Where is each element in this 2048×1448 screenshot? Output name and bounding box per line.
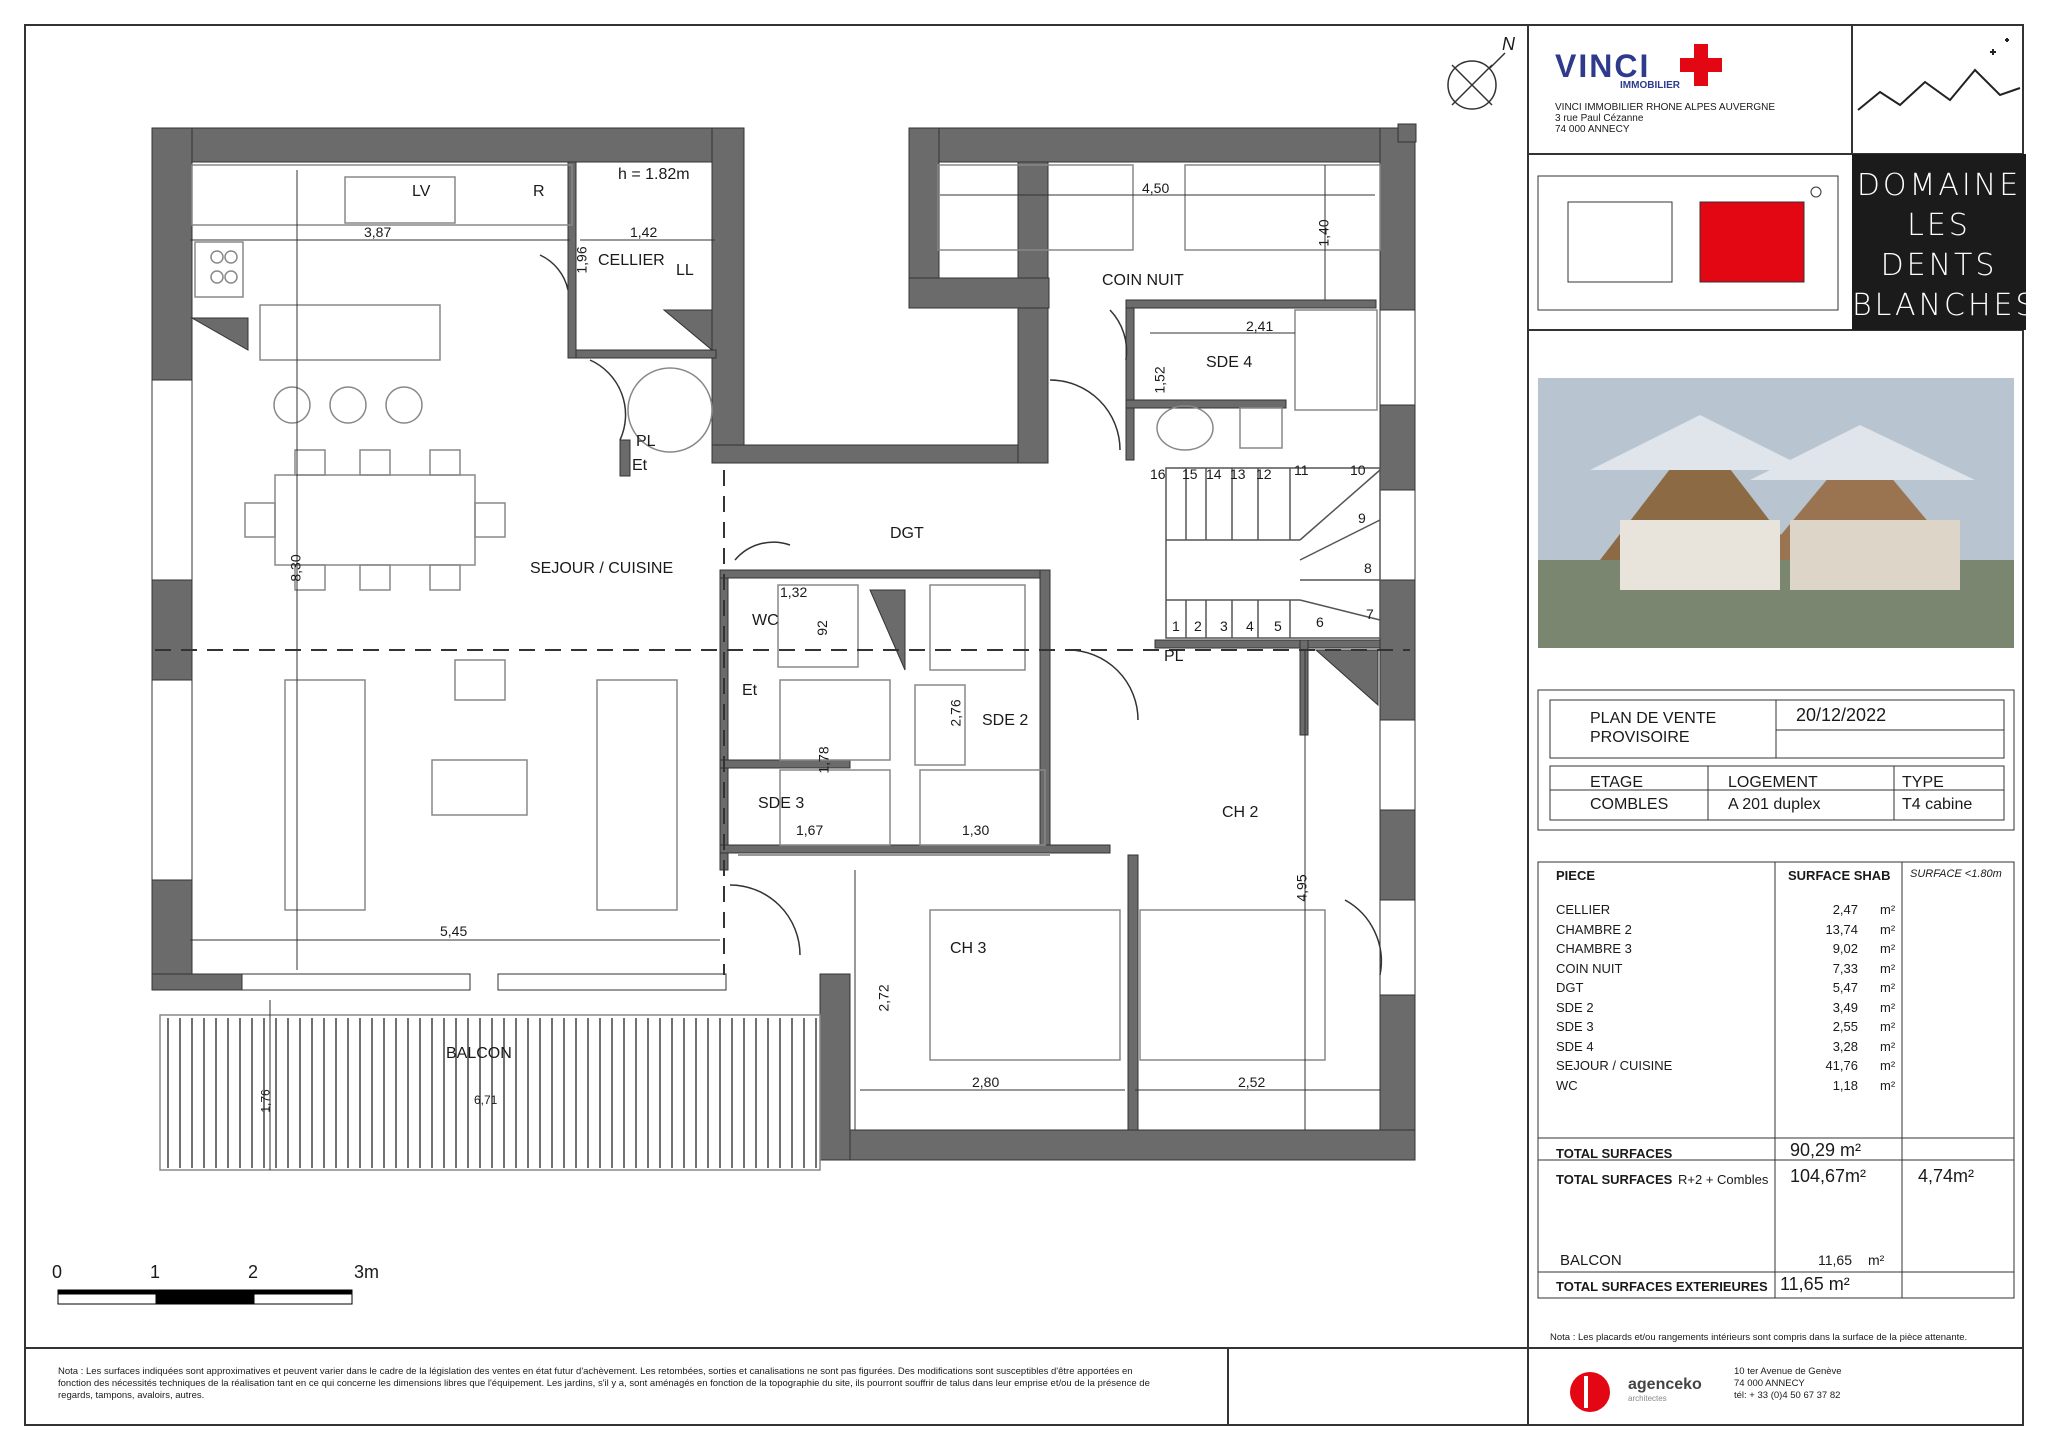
dim-167: 1,67 xyxy=(796,822,824,838)
room-ch2: CH 2 xyxy=(1222,804,1259,821)
architect-address-3: tél: + 33 (0)4 50 67 37 82 xyxy=(1734,1390,1841,1401)
stair-step-10: 10 xyxy=(1350,462,1366,478)
surface-row-value: 9,02 xyxy=(1832,941,1858,956)
room-ch3: CH 3 xyxy=(950,940,987,957)
room-sde4: SDE 4 xyxy=(1206,354,1253,371)
balcon-value: 11,65 xyxy=(1818,1252,1852,1268)
room-wc: WC xyxy=(752,612,779,629)
surface-row-name: SDE 2 xyxy=(1556,999,1594,1015)
surface-row-unit: m² xyxy=(1880,1019,1896,1034)
stair-step-9: 9 xyxy=(1358,510,1366,526)
surface-row-unit: m² xyxy=(1880,921,1896,937)
washing-machine-label: LV xyxy=(412,183,431,200)
total-r2-value: 104,67m² xyxy=(1790,1166,1867,1186)
balcon-unit: m² xyxy=(1868,1252,1885,1268)
shelf-label: Et xyxy=(632,457,648,474)
stair-step-14: 14 xyxy=(1206,466,1222,482)
fridge-label: R xyxy=(533,183,545,200)
surface-row-name: WC xyxy=(1556,1077,1578,1093)
etage-header: ETAGE xyxy=(1590,774,1644,791)
type-value: T4 cabine xyxy=(1902,796,1973,813)
dim-671: 6,71 xyxy=(474,1093,498,1107)
architect-sub: architectes xyxy=(1628,1394,1667,1403)
surface-row-unit: m² xyxy=(1880,1038,1896,1054)
dryer-label: LL xyxy=(676,262,694,279)
architect-address-1: 10 ter Avenue de Genève xyxy=(1734,1366,1842,1377)
total-r2-label: TOTAL SURFACES xyxy=(1556,1172,1673,1187)
note-right: Nota : Les placards et/ou rangements intérieurs sont compris dans la surface de la pièce attenante. xyxy=(1550,1332,1968,1343)
dim-140: 1,40 xyxy=(1315,219,1332,247)
stair-step-15: 15 xyxy=(1182,466,1198,482)
logement-header: LOGEMENT xyxy=(1728,774,1818,791)
stair-step-3: 3 xyxy=(1220,618,1228,634)
dim-495: 4,95 xyxy=(1293,874,1310,902)
stair-step-13: 13 xyxy=(1230,466,1246,482)
surf-col-shab: SURFACE SHAB xyxy=(1788,868,1891,883)
dim-280: 2,80 xyxy=(972,1074,1000,1090)
dim-276: 2,76 xyxy=(947,699,964,727)
stair-step-7: 7 xyxy=(1366,606,1374,622)
vinci-address-1: VINCI IMMOBILIER RHONE ALPES AUVERGNE xyxy=(1555,102,1776,113)
surface-row-name: SDE 3 xyxy=(1556,1019,1594,1034)
dim-545: 5,45 xyxy=(440,923,468,939)
stair-step-11: 11 xyxy=(1294,462,1309,478)
plan-title-2: PROVISOIRE xyxy=(1590,729,1690,746)
surface-row-unit: m² xyxy=(1880,999,1896,1015)
surface-row-value: 7,33 xyxy=(1832,960,1858,976)
project-line-3: BLANCHES xyxy=(1852,288,2038,323)
etage-value: COMBLES xyxy=(1590,796,1669,813)
surface-row-name: CELLIER xyxy=(1556,902,1611,917)
surf-col-piece: PIECE xyxy=(1556,868,1596,883)
room-balcon: BALCON xyxy=(446,1045,512,1062)
surface-row-name: CHAMBRE 2 xyxy=(1556,921,1632,937)
height-note: h = 1.82m xyxy=(618,166,690,183)
surface-row-value: 1,18 xyxy=(1832,1077,1858,1093)
dim-387: 3,87 xyxy=(364,224,392,240)
dim-130: 1,30 xyxy=(962,822,990,838)
room-dgt: DGT xyxy=(890,525,924,542)
surface-row-unit: m² xyxy=(1880,1058,1896,1073)
room-cellier: CELLIER xyxy=(598,252,665,269)
dim-272: 2,72 xyxy=(875,984,892,1012)
vinci-sub: IMMOBILIER xyxy=(1620,80,1680,91)
surface-row-value: 13,74 xyxy=(1825,921,1858,937)
dim-176: 1,76 xyxy=(258,1089,273,1113)
surface-row-name: CHAMBRE 3 xyxy=(1556,941,1632,956)
stair-step-5: 5 xyxy=(1274,618,1282,634)
surface-row-name: COIN NUIT xyxy=(1556,960,1623,976)
dim-132: 1,32 xyxy=(780,584,808,600)
stair-step-8: 8 xyxy=(1364,560,1372,576)
surface-row-name: SEJOUR / CUISINE xyxy=(1556,1058,1673,1073)
total-r2-low: 4,74m² xyxy=(1918,1166,1975,1186)
plan-title-1: PLAN DE VENTE xyxy=(1590,710,1717,727)
dim-241: 2,41 xyxy=(1246,318,1274,334)
dim-196: 1,96 xyxy=(573,246,590,274)
shelf-label-2: Et xyxy=(742,682,758,699)
stair-step-4: 4 xyxy=(1246,618,1254,634)
total-label: TOTAL SURFACES xyxy=(1556,1146,1673,1161)
dim-830: 8,30 xyxy=(287,554,304,582)
surface-row-name: DGT xyxy=(1556,980,1584,995)
vinci-address-2: 3 rue Paul Cézanne xyxy=(1555,113,1644,124)
surface-row-value: 3,49 xyxy=(1832,999,1858,1015)
surface-row-value: 3,28 xyxy=(1832,1038,1858,1054)
plan-date: 20/12/2022 xyxy=(1796,705,1887,725)
total-r2-suffix: R+2 + Combles xyxy=(1678,1172,1769,1187)
vinci-logo: VINCI xyxy=(1555,48,1651,84)
stair-step-12: 12 xyxy=(1256,466,1272,482)
surf-col-low: SURFACE <1.80m xyxy=(1910,868,2002,880)
dim-152: 1,52 xyxy=(1151,366,1168,394)
ext-value: 11,65 m² xyxy=(1780,1274,1850,1294)
ext-label: TOTAL SURFACES EXTERIEURES xyxy=(1556,1279,1768,1294)
scale-3m: 3m xyxy=(354,1262,380,1282)
surface-row-unit: m² xyxy=(1880,902,1896,917)
scale-1: 1 xyxy=(150,1262,161,1282)
room-coin-nuit: COIN NUIT xyxy=(1102,272,1184,289)
stair-step-1: 1 xyxy=(1172,618,1180,634)
room-sejour: SEJOUR / CUISINE xyxy=(530,560,674,577)
project-title-box xyxy=(1852,154,2038,352)
north-label: N xyxy=(1502,34,1515,54)
surface-row-unit: m² xyxy=(1880,1077,1896,1093)
scale-2: 2 xyxy=(248,1262,259,1282)
dim-252: 2,52 xyxy=(1238,1074,1266,1090)
project-line-2: LES DENTS xyxy=(1880,208,1998,283)
dim-92: 92 xyxy=(813,620,830,636)
closet-label-2: PL xyxy=(1164,648,1184,665)
surface-row-unit: m² xyxy=(1880,960,1896,976)
type-header: TYPE xyxy=(1902,774,1944,791)
vinci-address-3: 74 000 ANNECY xyxy=(1555,124,1630,135)
surface-row-value: 5,47 xyxy=(1832,980,1858,995)
logement-value: A 201 duplex xyxy=(1728,796,1821,813)
stair-step-16: 16 xyxy=(1150,466,1166,482)
dim-142: 1,42 xyxy=(630,224,658,240)
project-line-1: DOMAINE xyxy=(1856,168,2022,203)
note-bottom: Nota : Les surfaces indiquées sont approximatives et peuvent varier dans le cadre de la législation des ventes en état futur d'achèvement. Les retombées, sorties et canalisations ne sont pas figurées. Des modifications sont susceptibles d'être apportées en fonction des nécessités techniques de la réalisation tant en ce qui concerne les dimensions libres que l'équipement. Les jardins, s'il y a, sont aménagés en fonction de la topographie du site, ils pourront souffrir de talus dans leur emprise et/ou de la présence de regards, tampons, avaloirs, autres. xyxy=(58,1366,1150,1401)
stair-step-2: 2 xyxy=(1194,618,1202,634)
scale-0: 0 xyxy=(52,1262,63,1282)
dim-178: 1,78 xyxy=(815,746,832,774)
room-sde2: SDE 2 xyxy=(982,712,1029,729)
surface-row-value: 2,47 xyxy=(1832,902,1858,917)
room-sde3: SDE 3 xyxy=(758,795,805,812)
closet-label: PL xyxy=(636,433,656,450)
surface-row-name: SDE 4 xyxy=(1556,1038,1594,1054)
stair-step-6: 6 xyxy=(1316,614,1324,630)
architect-logo: agenceko xyxy=(1628,1376,1702,1393)
surface-row-value: 2,55 xyxy=(1832,1019,1858,1034)
surface-row-unit: m² xyxy=(1880,980,1896,995)
balcon-label: BALCON xyxy=(1560,1252,1622,1269)
surface-row-unit: m² xyxy=(1880,941,1896,956)
total-value: 90,29 m² xyxy=(1790,1140,1862,1160)
architect-address-2: 74 000 ANNECY xyxy=(1734,1378,1805,1389)
project-city: MORZINE xyxy=(1890,332,1988,352)
surface-row-value: 41,76 xyxy=(1825,1058,1858,1073)
dim-450: 4,50 xyxy=(1142,180,1170,196)
